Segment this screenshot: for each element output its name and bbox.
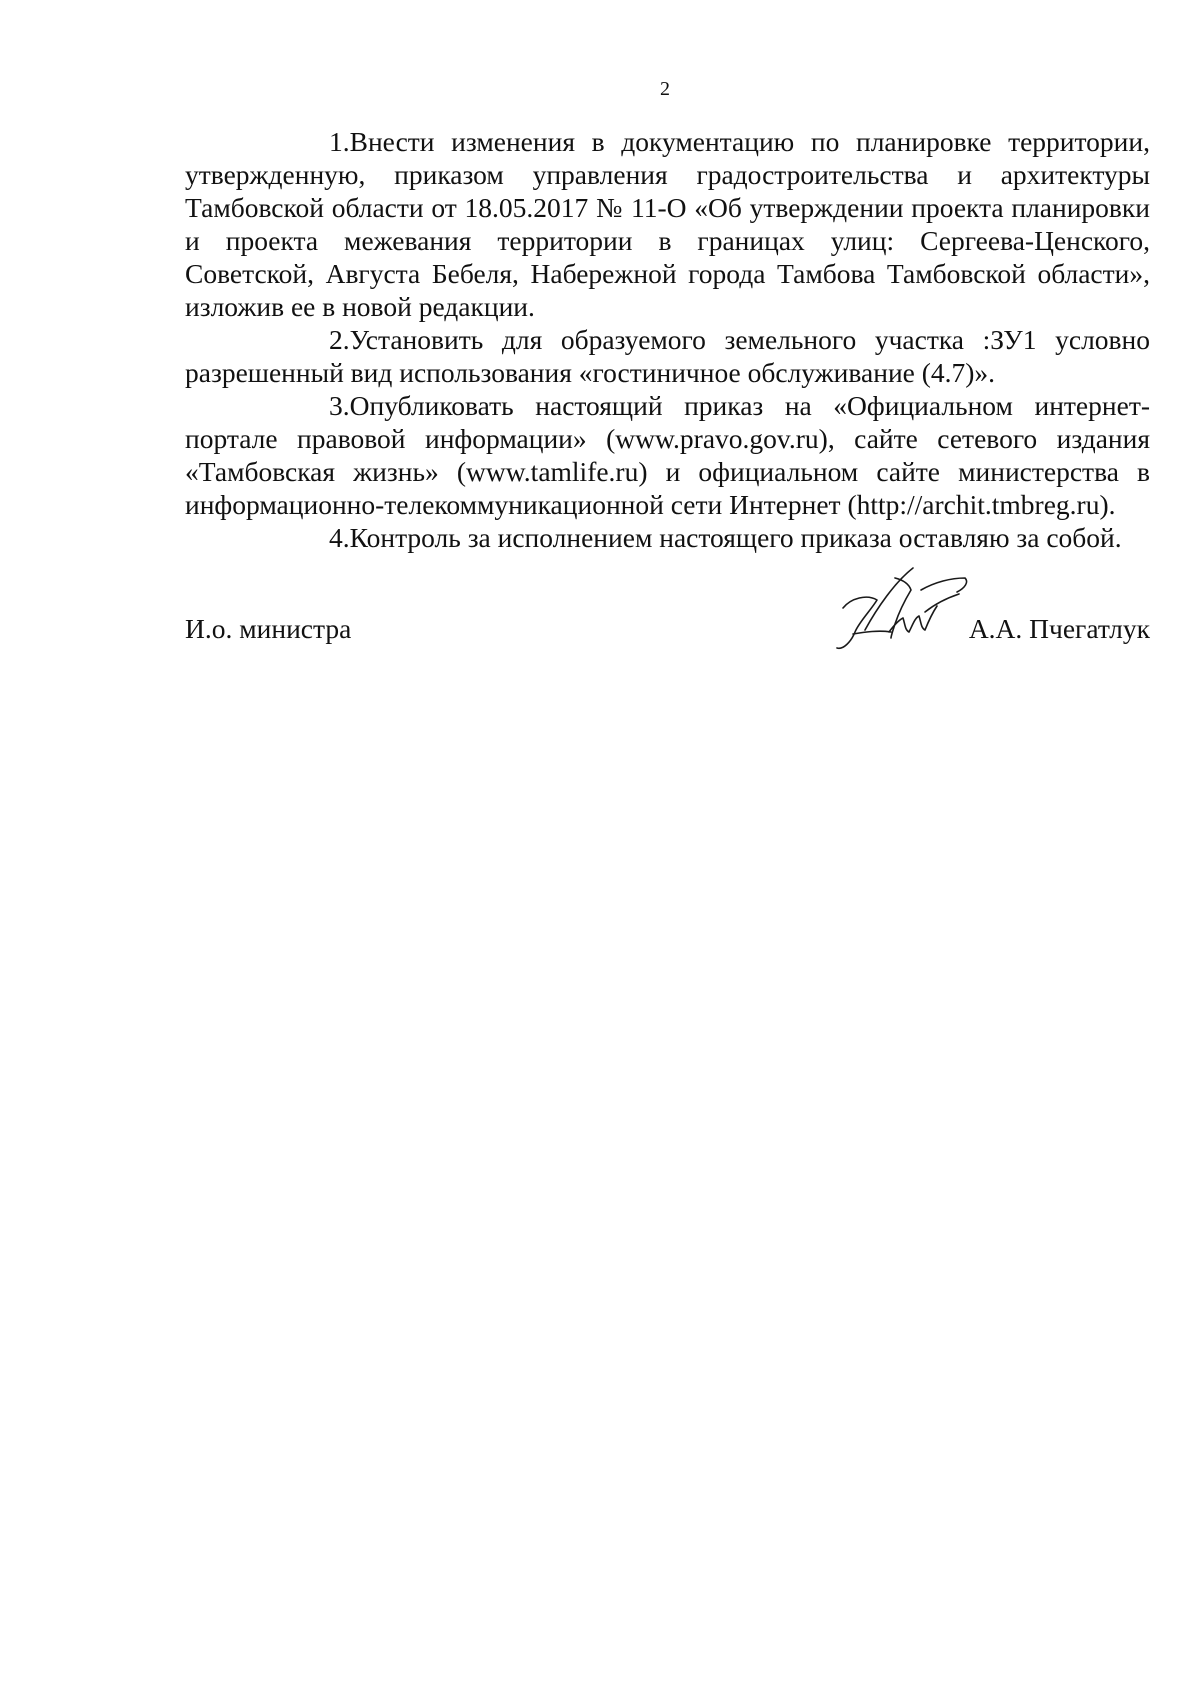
order-item xyxy=(185,389,1150,521)
order-items xyxy=(185,125,1150,554)
order-item xyxy=(185,323,1150,389)
signer-position: И.о. министра xyxy=(185,613,352,644)
item-number: 4. xyxy=(329,522,350,553)
item-text: Внести изменения в документацию по планировке территории, утвержденную, приказом управления градостроительства и архитектуры Тамбовской области от 18.05.2017 № 11-О «Об утверждении проекта планировки и проекта межевания территории в границах улиц: Сергеева-Ценского, Советской, Августа Бебеля, Набережной города Тамбова Тамбовской области», изложив ее в новой редакции. xyxy=(185,126,1150,322)
page-number: 2 xyxy=(660,78,670,100)
signer-name: А.А. Пчегатлук xyxy=(968,613,1150,644)
item-number: 1. xyxy=(329,126,350,157)
item-text: Установить для образуемого земельного участка :ЗУ1 условно разрешенный вид использования «гостиничное обслуживание (4.7)». xyxy=(185,324,1150,388)
signature-block xyxy=(185,560,1150,660)
handwritten-signature-icon xyxy=(825,560,985,655)
item-text: Опубликовать настоящий приказ на «Официальном интернет-портале правовой информации» (www.pravo.gov.ru), сайте сетевого издания «Тамбовская жизнь» (www.tamlife.ru) и официальном сайте министерства в информационно-телекоммуникационной сети Интернет (http://archit.tmbreg.ru). xyxy=(185,390,1150,520)
item-number: 2. xyxy=(329,324,350,355)
item-number: 3. xyxy=(329,390,350,421)
item-text: Контроль за исполнением настоящего приказа оставляю за собой. xyxy=(349,522,1122,553)
order-item xyxy=(185,521,1150,554)
order-item xyxy=(185,125,1150,323)
